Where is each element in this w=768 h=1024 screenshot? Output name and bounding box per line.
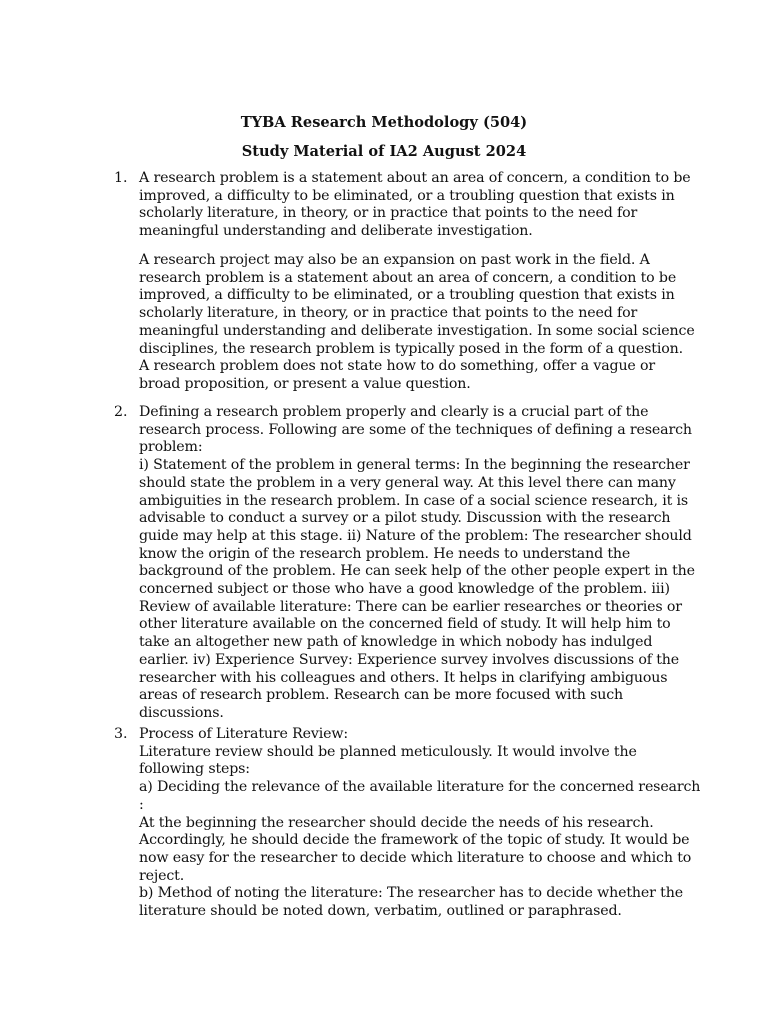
text-line: Review of available literature: There can be earlier researches or theories or	[139, 598, 682, 615]
item-2-number: 2.	[114, 404, 128, 420]
text-line: researcher with his colleagues and others. It helps in clarifying ambiguous	[139, 669, 668, 686]
text-line: following steps:	[139, 761, 250, 778]
text-line: research process. Following are some of the techniques of defining a research	[139, 421, 692, 438]
text-line: guide may help at this stage. ii) Nature of the problem: The researcher should	[139, 527, 692, 544]
item-3-text	[139, 726, 701, 921]
text-line: problem:	[139, 439, 203, 456]
text-line: Accordingly, he should decide the framework of the topic of study. It would be	[139, 832, 690, 849]
text-line: take an altogether new path of knowledge in which nobody has indulged	[139, 634, 653, 651]
text-line: concerned subject or those who have a good knowledge of the problem. iii)	[139, 581, 670, 598]
text-line: ambiguities in the research problem. In case of a social science research, it is	[139, 492, 689, 509]
text-line: background of the problem. He can seek help of the other people expert in the	[139, 563, 695, 580]
item-3-number: 3.	[114, 726, 128, 742]
text-line: improved, a difficulty to be eliminated, or a troubling question that exists in	[139, 187, 675, 204]
text-line: a) Deciding the relevance of the available literature for the concerned research	[139, 779, 701, 796]
text-line: areas of research problem. Research can be more focused with such	[139, 687, 624, 704]
text-line: :	[139, 796, 144, 813]
text-line: literature should be noted down, verbatim, outlined or paraphrased.	[139, 903, 622, 920]
item-1-paragraph-1	[139, 170, 691, 241]
text-line: i) Statement of the problem in general terms: In the beginning the researcher	[139, 457, 690, 474]
text-line: reject.	[139, 867, 185, 884]
text-line: Defining a research problem properly and clearly is a crucial part of the	[139, 404, 649, 420]
text-line: improved, a difficulty to be eliminated, or a troubling question that exists in	[139, 287, 675, 304]
text-line: meaningful understanding and deliberate investigation. In some social science	[139, 322, 695, 339]
text-line: research problem is a statement about an area of concern, a condition to be	[139, 269, 677, 286]
item-1-number: 1.	[114, 170, 128, 186]
text-line: Process of Literature Review:	[139, 726, 349, 742]
text-line: At the beginning the researcher should decide the needs of his research.	[139, 814, 654, 831]
text-line: b) Method of noting the literature: The researcher has to decide whether the	[139, 885, 683, 902]
text-line: disciplines, the research problem is typically posed in the form of a question.	[139, 340, 683, 357]
text-line: broad proposition, or present a value question.	[139, 375, 471, 392]
item-2-text	[139, 404, 695, 723]
text-line: should state the problem in a very general way. At this level there can many	[139, 474, 676, 491]
document-subtitle: Study Material of IA2 August 2024	[241, 143, 527, 160]
text-line: now easy for the researcher to decide which literature to choose and which to	[139, 849, 692, 866]
text-line: A research problem is a statement about an area of concern, a condition to be	[139, 170, 691, 186]
text-line: earlier. iv) Experience Survey: Experience survey involves discussions of the	[139, 651, 680, 668]
text-line: Literature review should be planned meticulously. It would involve the	[139, 743, 637, 760]
text-line: advisable to conduct a survey or a pilot study. Discussion with the research	[139, 510, 671, 527]
text-line: meaningful understanding and deliberate investigation.	[139, 223, 533, 240]
document-title: TYBA Research Methodology (504)	[240, 114, 528, 131]
text-line: discussions.	[139, 704, 224, 721]
text-line: A research project may also be an expansion on past work in the field. A	[139, 252, 650, 268]
text-line: scholarly literature, in theory, or in practice that points to the need for	[139, 205, 638, 222]
item-1-paragraph-2	[139, 252, 695, 394]
text-line: A research problem does not state how to do something, offer a vague or	[139, 358, 656, 375]
text-line: other literature available on the concerned field of study. It will help him to	[139, 616, 671, 633]
text-line: know the origin of the research problem. He needs to understand the	[139, 545, 631, 562]
text-line: scholarly literature, in theory, or in practice that points to the need for	[139, 305, 638, 322]
